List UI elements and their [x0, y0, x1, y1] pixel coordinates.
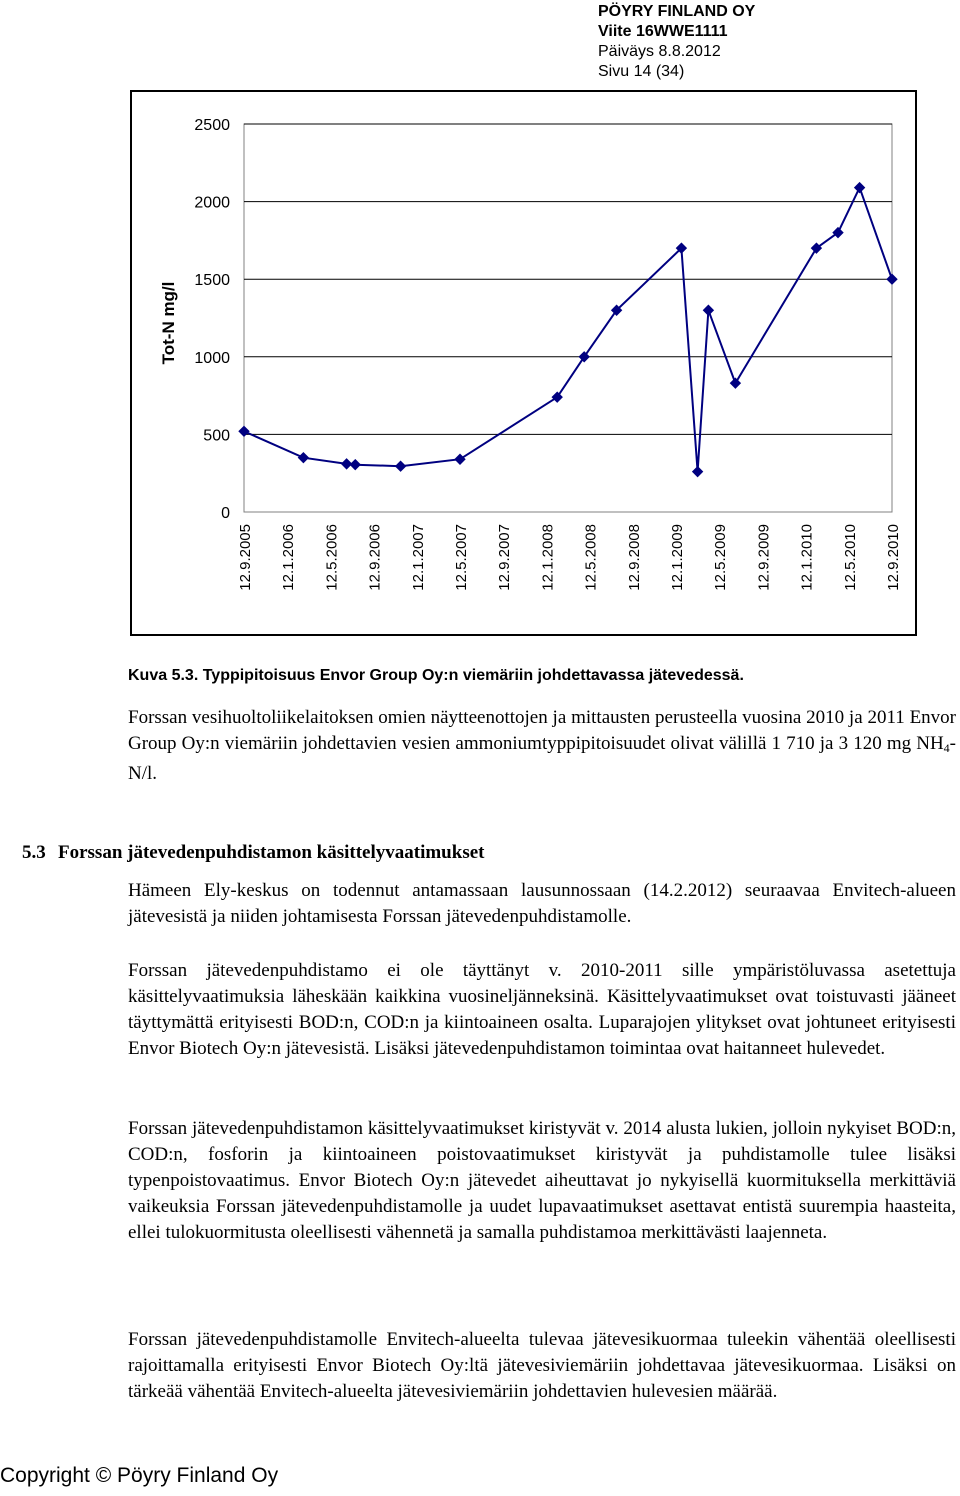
x-tick-label: 12.9.2006: [366, 524, 384, 591]
x-tick-label: 12.5.2010: [841, 524, 859, 591]
x-tick-label: 12.9.2008: [625, 524, 643, 591]
document-date: Päiväys 8.8.2012: [598, 43, 721, 60]
x-tick-label: 12.9.2007: [496, 524, 514, 591]
intro-subscript: 4: [943, 741, 950, 755]
x-tick-label: 12.1.2008: [539, 524, 557, 591]
page-number: Sivu 14 (34): [598, 63, 685, 80]
nitrogen-chart: [132, 92, 919, 638]
paragraph-3: Forssan jätevedenpuhdistamon käsittelyvaatimukset kiristyvät v. 2014 alusta lukien, jolloin nykyiset BOD:n, COD:n, fosforin ja kiintoaineen poistovaatimukset kiristyvät ja puhdistamolle tulee lisäksi typenpoistovaatimus. Envor Biotech Oy:n jätevedet aiheuttavat jo nykyisellä kuormituksella merkittäviä vaikeuksia Forssan jätevedenpuhdistamolle ja uudet lupavaatimukset asettavat entistä suurempia haasteita, ellei tulokuormitusta oleellisesti vähennetä ja samalla puhdistamoa merkittävästi laajenneta.: [128, 1118, 956, 1243]
paragraph-4: Forssan jätevedenpuhdistamolle Envitech-alueelta tulevaa jätevesikuormaa tuleekin vähentää oleellisesti rajoittamalla erityisesti Envor Biotech Oy:ltä jätevesiviemäriin johdettavaa jätevesikuormaa. Lisäksi on tärkeää vähentää Envitech-alueelta jätevesiviemäriin johdettavien hulevesien määrää.: [128, 1329, 956, 1402]
y-tick-label-1500: 1500: [194, 272, 230, 290]
data-point: [342, 459, 352, 469]
page-header: [598, 2, 898, 82]
intro-paragraph: [128, 705, 956, 787]
y-tick-label-0: 0: [221, 505, 230, 522]
figure-caption: Kuva 5.3. Typpipitoisuus Envor Group Oy:n viemäriin johdettavassa jätevedessä.: [128, 667, 744, 684]
paragraph-1: Hämeen Ely-keskus on todennut antamassaan lausunnossaan (14.2.2012) seuraavaa Envitech-alueen jätevesistä ja niiden johtamisesta Forssan jätevedenpuhdistamolle.: [128, 880, 956, 927]
section-heading: [22, 840, 922, 866]
x-tick-label: 12.9.2005: [237, 524, 254, 591]
data-point: [298, 453, 308, 463]
x-tick-label: 12.5.2007: [453, 524, 470, 591]
x-tick-label: 12.1.2006: [280, 524, 298, 591]
y-tick-label-2000: 2000: [194, 194, 230, 212]
data-point: [350, 460, 360, 470]
intro-text: Forssan vesihuoltoliikelaitoksen omien näytteenottojen ja mittausten perusteella vuosina 2010 ja 2011 Envor Group Oy:n viemäriin johdettavien vesien ammoniumtyppipitoisuudet olivat välillä 1 710 ja 3 120 mg NH: [128, 707, 956, 754]
x-tick-label: 12.5.2006: [323, 524, 341, 591]
y-axis-label: Tot-N mg/l: [159, 281, 178, 365]
data-point: [396, 461, 406, 471]
data-point: [730, 378, 740, 388]
data-point: [703, 305, 713, 315]
x-tick-label: 12.5.2009: [712, 524, 730, 591]
data-point: [855, 183, 865, 193]
data-point: [887, 274, 897, 284]
paragraph-2: Forssan jätevedenpuhdistamo ei ole täyttänyt v. 2010-2011 sille ympäristöluvassa asetettuja käsittelyvaatimuksia läheskään kaikkina vuosineljänneksinä. Käsittelyvaatimukset ovat toistuvasti jääneet täyttymättä erityisesti BOD:n, COD:n ja kiintoaineen osalta. Luparajojen ylitykset ovat johtuneet erityisesti Envor Biotech Oy:n jätevesistä. Lisäksi jätevedenpuhdistamon toimintaa ovat haitanneet hulevedet.: [128, 960, 956, 1059]
plot-area: [244, 124, 892, 512]
x-tick-label: 12.1.2009: [669, 524, 686, 591]
reference-number: Viite 16WWE1111: [598, 23, 728, 40]
x-tick-label: 12.9.2009: [755, 524, 773, 591]
x-tick-label: 12.9.2010: [885, 524, 902, 591]
company-name: PÖYRY FINLAND OY: [598, 3, 756, 20]
y-tick-label-500: 500: [203, 427, 230, 445]
copyright-footer: Copyright © Pöyry Finland Oy: [0, 1464, 279, 1487]
series-line: [244, 188, 892, 472]
intro-suffix: -N/l.: [128, 733, 956, 784]
section-number: 5.3: [22, 842, 46, 863]
x-tick-label: 12.1.2010: [798, 524, 816, 591]
chart-frame: [130, 90, 917, 636]
x-tick-label: 12.5.2008: [582, 524, 600, 591]
x-tick-label: 12.1.2007: [409, 524, 427, 591]
data-point: [693, 467, 703, 477]
y-tick-label-1000: 1000: [194, 349, 230, 367]
y-tick-label-2500: 2500: [194, 117, 230, 134]
data-point: [455, 454, 465, 464]
section-title: Forssan jätevedenpuhdistamon käsittelyvaatimukset: [58, 842, 485, 863]
